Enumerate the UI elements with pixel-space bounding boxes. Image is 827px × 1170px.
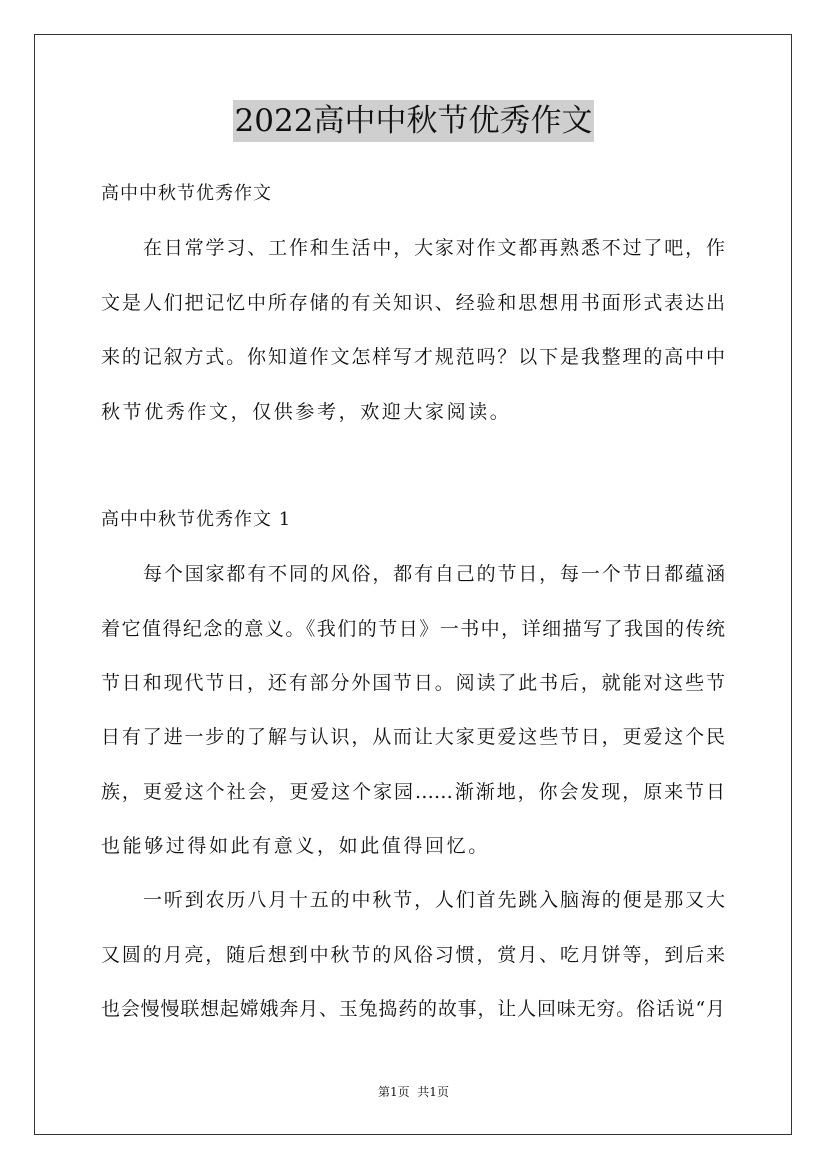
section-heading: 高中中秋节优秀作文: [101, 183, 272, 204]
paragraph-line: 秋节优秀作文，仅供参考，欢迎大家阅读。: [101, 401, 512, 423]
paragraph-line: 着它值得纪念的意义。《我们的节日》一书中，详细描写了我国的传统: [101, 618, 725, 640]
paragraph-line: 每个国家都有不同的风俗，都有自己的节日，每一个节日都蕴涵: [143, 563, 725, 585]
section-heading: 高中中秋节优秀作文 1: [101, 509, 292, 530]
paragraph-line: 又圆的月亮，随后想到中秋节的风俗习惯，赏月、吃月饼等，到后来: [101, 944, 725, 966]
paragraph-line: 族，更爱这个社会，更爱这个家园……渐渐地，你会发现，原来节日: [101, 781, 725, 803]
paragraph-line: 节日和现代节日，还有部分外国节日。阅读了此书后，就能对这些节: [101, 672, 725, 694]
paragraph-line: 也会慢慢联想起嫦娥奔月、玉兔捣药的故事，让人回味无穷。俗话说“月: [101, 998, 725, 1020]
paragraph-line: 也能够过得如此有意义，如此值得回忆。: [101, 835, 490, 857]
paragraph-line: 来的记叙方式。你知道作文怎样写才规范吗？以下是我整理的高中中: [101, 346, 725, 368]
title-container: [0, 100, 827, 142]
paragraph-line: 日有了进一步的了解与认识，从而让大家更爱这些节日，更爱这个民: [101, 726, 725, 748]
paragraph-line: 在日常学习、工作和生活中，大家对作文都再熟悉不过了吧，作: [143, 237, 725, 259]
paragraph-line: 一听到农历八月十五的中秋节，人们首先跳入脑海的便是那又大: [143, 889, 725, 911]
paragraph-line: 文是人们把记忆中所存储的有关知识、经验和思想用书面形式表达出: [101, 292, 725, 314]
page-footer: 第1页 共1页: [378, 1085, 449, 1099]
document-title: 2022高中中秋节优秀作文: [233, 100, 595, 142]
